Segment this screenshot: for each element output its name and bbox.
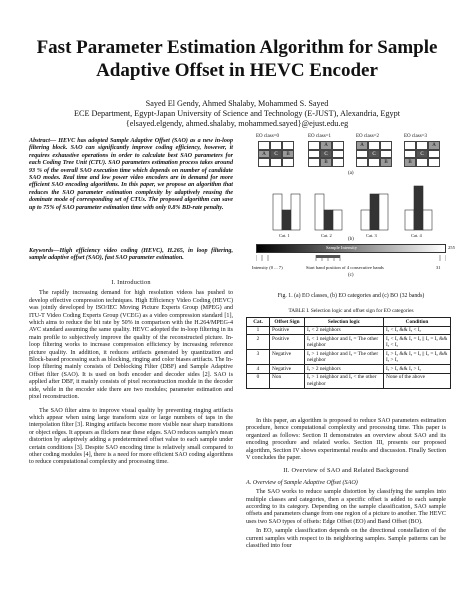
cell-sign: Negative bbox=[270, 365, 305, 374]
keywords bbox=[29, 248, 233, 263]
right-paragraph-2: The SAO works to reduce sample distortion by classifying the samples into multiple classes and categories, then a specific offset is added to each sample according to its category. Depending on the sample classification, SAO sample offsets and parameters change from one region of a picture to another. The HEVC uses two SAO types of offsets: Edge Offset (EO) and Band Offset (BO). bbox=[246, 489, 446, 525]
eo-class-1-label: EO class=1 bbox=[308, 134, 331, 139]
abstract-label: Abstract bbox=[29, 138, 50, 144]
table-header-row bbox=[247, 318, 451, 327]
cat-4-label: Cat. 4 bbox=[411, 233, 422, 238]
cell-logic: Iₐ > 1 neighbor and Iₐ = The other neighbor bbox=[305, 350, 384, 365]
right-column-text bbox=[246, 418, 446, 553]
table-row bbox=[247, 335, 451, 350]
band-bottom-left: Intensity (0 ... 7) bbox=[252, 265, 283, 270]
eo-classes bbox=[256, 134, 452, 176]
table-row bbox=[247, 373, 451, 388]
cell-cat: 2 bbox=[247, 335, 270, 350]
cell-condition: Iₐ < Iₐ && Iₐ < Iₐ bbox=[384, 326, 451, 335]
cell-logic: Iₐ < 2 neighbors bbox=[305, 326, 384, 335]
table-row bbox=[247, 365, 451, 374]
keywords-label: Keywords bbox=[29, 248, 54, 254]
cell-sign: Negative bbox=[270, 350, 305, 365]
eo-class-3-label: EO class=3 bbox=[404, 134, 427, 139]
abstract-text: — HEVC has adopted Sample Adaptive Offset (SAO) as a new in-loop filtering block. SAO can significantly improve coding efficiency, however, it requires exhaustive operations in order to calculate best SAO parameters for each Coding Tree Unit (CTU). SAO parameters estimation process takes around 93 % of the overall SAO execution time which depends on number of candidate SAO modes. Real time and low power video encoders are in demand for more efficient SAO encoding algorithms. In this paper, we propose an algorithm that reduces the SAO parameter estimation complexity by adaptively reusing the dominate mode of corresponding set of CTUs. The proposed algorithm can save up to 75% of SAO parameter estimation time with only 0.8% BD-rate penalty. bbox=[29, 138, 233, 211]
cell-cat: 3 bbox=[247, 350, 270, 365]
cat-1-label: Cat. 1 bbox=[279, 233, 290, 238]
eo-category-table bbox=[246, 317, 451, 389]
keywords-text: —High efficiency video coding (HEVC), H.265, in loop filtering, sample adaptive offset (SAO), fast SAO parameter estimation. bbox=[29, 248, 233, 262]
figure-caption: Fig. 1. (a) EO classes, (b) EO categories and (c) BO (32 bands) bbox=[277, 293, 425, 299]
section-2a-heading: A. Overview of Sample Adaptive Offset (SAO) bbox=[246, 479, 358, 486]
cell-condition: Iₐ < Iₐ && Iₐ = Iₐ || Iₐ = Iₐ && Iₐ < Iₐ bbox=[384, 335, 451, 350]
band-top-label: Sample Intensity bbox=[326, 245, 358, 250]
section-2-heading: II. Overview of SAO and Related Background bbox=[283, 467, 409, 475]
col-header-sign: Offset Sign bbox=[270, 318, 305, 327]
paper-title bbox=[0, 36, 474, 82]
cell-logic: Iₐ > 2 neighbors bbox=[305, 365, 384, 374]
cat-2-label: Cat. 2 bbox=[321, 233, 332, 238]
col-header-cat: Cat. bbox=[247, 318, 270, 327]
title-line-1: Fast Parameter Estimation Algorithm for Sample bbox=[36, 37, 438, 58]
abstract bbox=[29, 138, 233, 212]
right-paragraph-1: In this paper, an algorithm is proposed to reduce SAO parameters estimation procedure, hence computational complexity and processing time. This paper is organized as follows: Section II demonstrates an overview about SAO and its encoding procedure and related works. Section III, presents our proposed algorithm, Section IV shows experimental results and discussion. Finally Section V concludes the paper. bbox=[246, 418, 446, 462]
col-header-condition: Condition bbox=[384, 318, 451, 327]
authors: Sayed El Gendy, Ahmed Shalaby, Mohammed S. Sayed bbox=[145, 99, 329, 108]
cell-sign: Positive bbox=[270, 326, 305, 335]
band-bottom-right: 31 bbox=[436, 265, 441, 270]
cell-condition: None of the above bbox=[384, 373, 451, 388]
eo-class-2-label: EO class=2 bbox=[356, 134, 379, 139]
band-ticks bbox=[256, 255, 446, 265]
introduction-section bbox=[29, 279, 233, 469]
title-line-2: Adaptive Offset in HEVC Encoder bbox=[96, 60, 378, 81]
right-paragraph-3: In EO, sample classification depends on the directional constellation of the current samples with respect to its neighboring samples. Sample patterns can be classified into four bbox=[246, 528, 446, 550]
cell-cat: 1 bbox=[247, 326, 270, 335]
table-row bbox=[247, 326, 451, 335]
eo-class-1-grid: A C B bbox=[308, 141, 346, 168]
eo-class-2-grid: A C B bbox=[356, 141, 394, 168]
cell-sign: Non bbox=[270, 373, 305, 388]
eo-class-3-grid: A C B bbox=[404, 141, 442, 168]
cell-logic: Iₐ > 1 neighbor and Iₐ < the other neighbor bbox=[305, 373, 384, 388]
col-header-logic: Selection logic bbox=[305, 318, 384, 327]
author-block bbox=[0, 99, 474, 129]
table-row bbox=[247, 350, 451, 365]
band-bottom-mid: Start band position of 4 consecutive bands bbox=[306, 265, 384, 270]
figure-tag-c: (c) bbox=[348, 273, 354, 278]
figure-tag-a: (a) bbox=[348, 171, 354, 176]
figure-tag-b: (b) bbox=[348, 237, 354, 242]
table-caption: TABLE I. Selection logic and offset sign for EO categories bbox=[288, 308, 414, 314]
eo-class-0-label: EO class=0 bbox=[256, 134, 279, 139]
band-top-max: 255 bbox=[448, 245, 455, 250]
cell-logic: Iₐ < 1 neighbor and Iₐ = The other neighbor bbox=[305, 335, 384, 350]
intro-paragraph-1: The rapidly increasing demand for high resolution videos has pushed to develop effective compression techniques. High Efficiency Video Coding (HEVC) was jointly developed by ISO/IEC Moving Picture Experts Group (MPEG) and ITU-T Video Coding Experts Group (VCEG) as a video compression standard [1], which aims to reduce the bit rate by 50% in comparison with the H.264/MPEG-4 AVC standard assuming the same quality. HEVC adopted the in-loop filtering in its main profile to subjectively improve the quality of the reconstructed picture. In-loop filtering works to increase compression efficiency by increasing reference picture quality. In addition, it reduces artifacts generated by quantization and Block-based processing such as blocking, ringing and color biases artifacts. The In-loop filtering mainly consists of Deblocking Filter (DBF) and Sample Adaptive Offset filter (SAO). It is used on both encoder and decoder sides [2]. SAO is applied after DBF, it mainly consists of pixel reconstruction module in the decoder side, while in the encoder side there are two modules; parameter estimation and pixel reconstruction. bbox=[29, 290, 233, 401]
cat-3-label: Cat. 3 bbox=[366, 233, 377, 238]
cell-cat: 4 bbox=[247, 365, 270, 374]
cell-condition: Iₐ > Iₐ && Iₐ > Iₐ bbox=[384, 365, 451, 374]
intro-heading: I. Introduction bbox=[111, 279, 151, 286]
affiliation: ECE Department, Egypt-Japan University of Science and Technology (E-JUST), Alexandria, Egypt bbox=[73, 109, 400, 118]
cell-cat: 0 bbox=[247, 373, 270, 388]
emails: {elsayed.elgendy, ahmed.shalaby, mohammed.sayed}@ejust.edu.eg bbox=[125, 119, 349, 128]
intro-paragraph-2: The SAO filter aims to improve visual quality by preventing ringing artifacts which appear when using large transform size or large numbers of taps in the interpolation filter [3]. Ringing artifacts become more visible near sharp transitions or object edges. It appears as flickers near these edges. SAO reduces sample's mean distortion by adaptively adding a predetermined offset value to each sample under certain conditions [3]. Despite SAO encoding time is relatively small compared to other coding modules [4], there is a need for more efficient SAO coding algorithms to reduce computational complexity and processing time. bbox=[29, 407, 233, 466]
cell-condition: Iₐ > Iₐ && Iₐ = Iₐ || Iₐ = Iₐ && Iₐ > Iₐ bbox=[384, 350, 451, 365]
figure-1 bbox=[246, 134, 456, 299]
cell-sign: Positive bbox=[270, 335, 305, 350]
eo-categories-diagram bbox=[271, 180, 441, 232]
eo-class-0-grid: A C B bbox=[258, 141, 296, 168]
